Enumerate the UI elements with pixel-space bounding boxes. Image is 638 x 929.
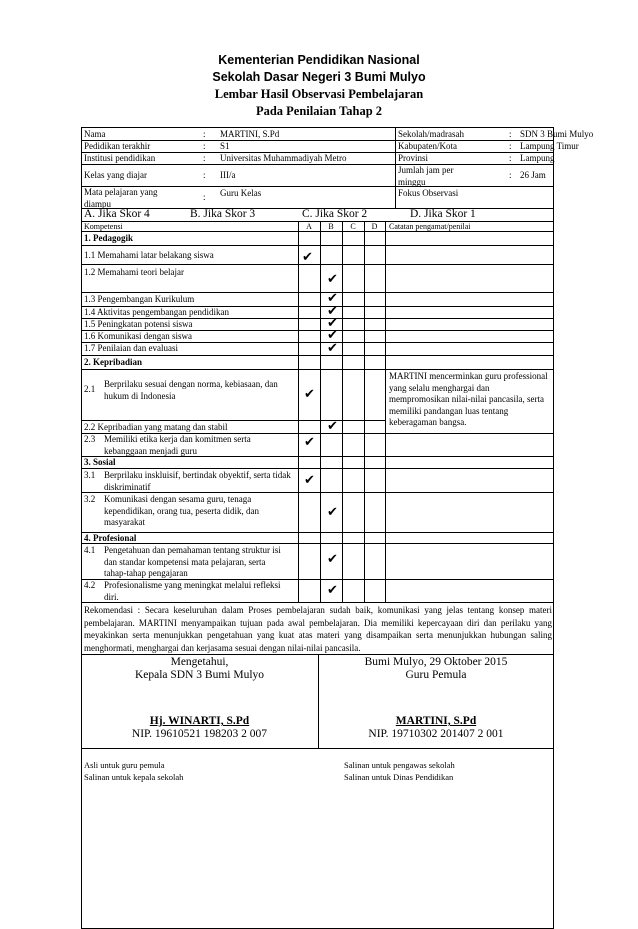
divider [320, 221, 321, 602]
kelas-label: Kelas yang diajar [84, 170, 147, 180]
item-1-6: 1.6 Komunikasi dengan siswa [84, 331, 192, 341]
col-a-header: A [306, 222, 312, 231]
item-4-2-number: 4.2 [84, 580, 96, 590]
divider [342, 221, 343, 602]
check-icon: ✔ [327, 341, 338, 356]
divider [81, 264, 554, 265]
col-b-header: B [328, 222, 334, 231]
section-sosial: 3. Sosial [84, 457, 116, 467]
section-profesional: 4. Profesional [84, 533, 137, 543]
divider [395, 127, 396, 208]
colon: : [509, 153, 512, 163]
check-icon: ✔ [327, 316, 338, 331]
item-1-2: 1.2 Memahami teori belajar [84, 267, 184, 277]
skor-b: B. Jika Skor 3 [190, 208, 256, 220]
divider [81, 140, 554, 141]
check-icon: ✔ [302, 250, 313, 265]
jam-label: Jumlah jam per minggu [398, 165, 454, 187]
divider [81, 748, 554, 749]
item-4-1-number: 4.1 [84, 545, 96, 555]
divider [298, 221, 299, 602]
skor-a: A. Jika Skor 4 [84, 208, 150, 220]
form-title: Lembar Hasil Observasi Pembelajaran [214, 87, 424, 101]
colon: : [203, 170, 206, 180]
sign-left-line2: Kepala SDN 3 Bumi Mulyo [134, 669, 265, 681]
item-3-2: Komunikasi dengan sesama guru, tenaga kependidikan, orang tua, peserta didik, dan masyarakat [104, 494, 259, 527]
divider [81, 355, 554, 356]
check-icon: ✔ [327, 291, 338, 306]
check-icon: ✔ [327, 272, 338, 287]
provinsi-label: Provinsi [398, 153, 429, 163]
kelas-value: III/a [220, 170, 236, 180]
footer-right-1: Salinan untuk pengawas sekolah [344, 760, 455, 770]
item-4-1: Pengetahuan dan pemahaman tentang struktur isi dan standar kompetensi mata pelajaran, serta tahap-tahap pengajaran [104, 545, 281, 578]
check-icon: ✔ [304, 435, 315, 450]
sekolah-label: Sekolah/madrasah [398, 129, 464, 139]
pendidikan-label: Pedidikan terakhir [84, 141, 151, 151]
footer-right-2: Salinan untuk Dinas Pendidikan [344, 772, 454, 782]
divider [364, 221, 365, 602]
check-icon: ✔ [327, 328, 338, 343]
check-icon: ✔ [304, 387, 315, 402]
catatan-pengamat: MARTINI mencerminkan guru professional yang selalu menghargai dan mempromosikan nilai-nilai pancasila, serta memiliki pandangan luas tentang keberagaman bangsa. [389, 371, 548, 427]
provinsi-value: Lampung [520, 153, 555, 163]
footer-left-2: Salinan untuk kepala sekolah [84, 772, 184, 782]
sign-right-nip: NIP. 19710302 201407 2 001 [368, 728, 504, 740]
item-3-1: Berprilaku inskluisif, bertindak obyektif, serta tidak diskriminatif [104, 470, 291, 492]
ministry-title: Kementerian Pendidikan Nasional [218, 53, 420, 67]
divider [81, 543, 554, 544]
kompetensi-header: Kompetensi [84, 222, 123, 231]
sign-left-name: Hj. WINARTI, S.Pd [149, 715, 250, 727]
sign-right-name: MARTINI, S.Pd [395, 715, 477, 727]
rekomendasi-text: Rekomendasi : Secara keseluruhan dalam Proses pembelajaran sudah baik, komunikasi yang jelas tentang konsep materi pembelajaran. MARTINI menyampaikan tujuan pada awal pembelajaran. Dia memiliki kepercayaan diri dan perilaku yang meyakinkan serta menunjukkan pengetahuan yang kuat atas materi yang disampaikan serta menunjukkan hubungan saling menghormati, menghargai dan kerjasama sesuai dengan nilai-nilai pancasila. [84, 605, 552, 653]
item-3-1-number: 3.1 [84, 470, 96, 480]
divider [81, 164, 554, 165]
check-icon: ✔ [327, 304, 338, 319]
item-1-3: 1.3 Pengembangan Kurikulum [84, 294, 195, 304]
nama-value: MARTINI, S.Pd [220, 129, 280, 139]
mapel-value: Guru Kelas [220, 188, 262, 198]
sekolah-value: SDN 3 Bumi Mulyo [520, 129, 594, 139]
item-2-1-number: 2.1 [84, 384, 96, 394]
item-3-2-number: 3.2 [84, 494, 96, 504]
item-2-2: 2.2 Kepribadian yang matang dan stabil [84, 422, 228, 432]
item-2-3: Memiliki etika kerja dan komitmen serta kebanggaan menjadi guru [104, 434, 251, 456]
item-4-2: Profesionalisme yang meningkat melalui refleksi diri. [104, 580, 281, 602]
item-1-7: 1.7 Penilaian dan evaluasi [84, 343, 178, 353]
item-2-1: Berprilaku sesuai dengan norma, kebiasaan, dan hukum di Indonesia [104, 379, 278, 401]
sign-left-nip: NIP. 19610521 198203 2 007 [131, 728, 268, 740]
colon: : [509, 129, 512, 139]
divider [81, 292, 554, 293]
col-c-header: C [350, 222, 356, 231]
section-kepribadian: 2. Kepribadian [84, 357, 143, 367]
item-1-1: 1.1 Memahami latar belakang siswa [84, 250, 214, 260]
skor-d: D. Jika Skor 1 [410, 208, 476, 220]
col-d-header: D [371, 222, 378, 231]
sign-right-line2: Guru Pemula [405, 669, 467, 681]
kabupaten-value: Lampung Timur [520, 141, 579, 151]
check-icon: ✔ [327, 583, 338, 598]
fokus-label: Fokus Observasi [398, 188, 459, 198]
nama-label: Nama [84, 129, 106, 139]
item-1-5: 1.5 Peningkatan potensi siswa [84, 319, 193, 329]
institusi-value: Universitas Muhammadiyah Metro [220, 153, 347, 163]
check-icon: ✔ [327, 505, 338, 520]
colon: : [203, 141, 206, 151]
jam-value: 26 Jam [520, 170, 546, 180]
sign-right-line1: Bumi Mulyo, 29 Oktober 2015 [364, 656, 508, 668]
sign-left-line1: Mengetahui, [170, 656, 229, 668]
divider [81, 468, 554, 469]
colon: : [509, 141, 512, 151]
colon: : [509, 170, 512, 180]
institusi-label: Institusi pendidikan [84, 153, 156, 163]
colon: : [203, 153, 206, 163]
kabupaten-label: Kabupaten/Kota [398, 141, 457, 151]
catatan-header: Catatan pengamat/penilai [389, 222, 471, 231]
check-icon: ✔ [304, 473, 315, 488]
colon: : [203, 192, 206, 202]
item-2-3-number: 2.3 [84, 434, 96, 444]
divider [81, 532, 554, 533]
check-icon: ✔ [327, 419, 338, 434]
skor-c: C. Jika Skor 2 [302, 208, 368, 220]
divider [81, 369, 554, 370]
stage-title: Pada Penilaian Tahap 2 [255, 104, 383, 118]
colon: : [203, 129, 206, 139]
pendidikan-value: S1 [220, 141, 230, 151]
school-title: Sekolah Dasar Negeri 3 Bumi Mulyo [212, 70, 426, 84]
divider [81, 245, 554, 246]
item-1-4: 1.4 Aktivitas pengembangan pendidikan [84, 307, 229, 317]
mapel-label: Mata pelajaran yang diampu [84, 187, 158, 209]
divider [81, 420, 385, 421]
check-icon: ✔ [327, 552, 338, 567]
section-pedagogik: 1. Pedagogik [84, 233, 134, 243]
divider [385, 221, 386, 602]
footer-left-1: Asli untuk guru pemula [84, 760, 165, 770]
